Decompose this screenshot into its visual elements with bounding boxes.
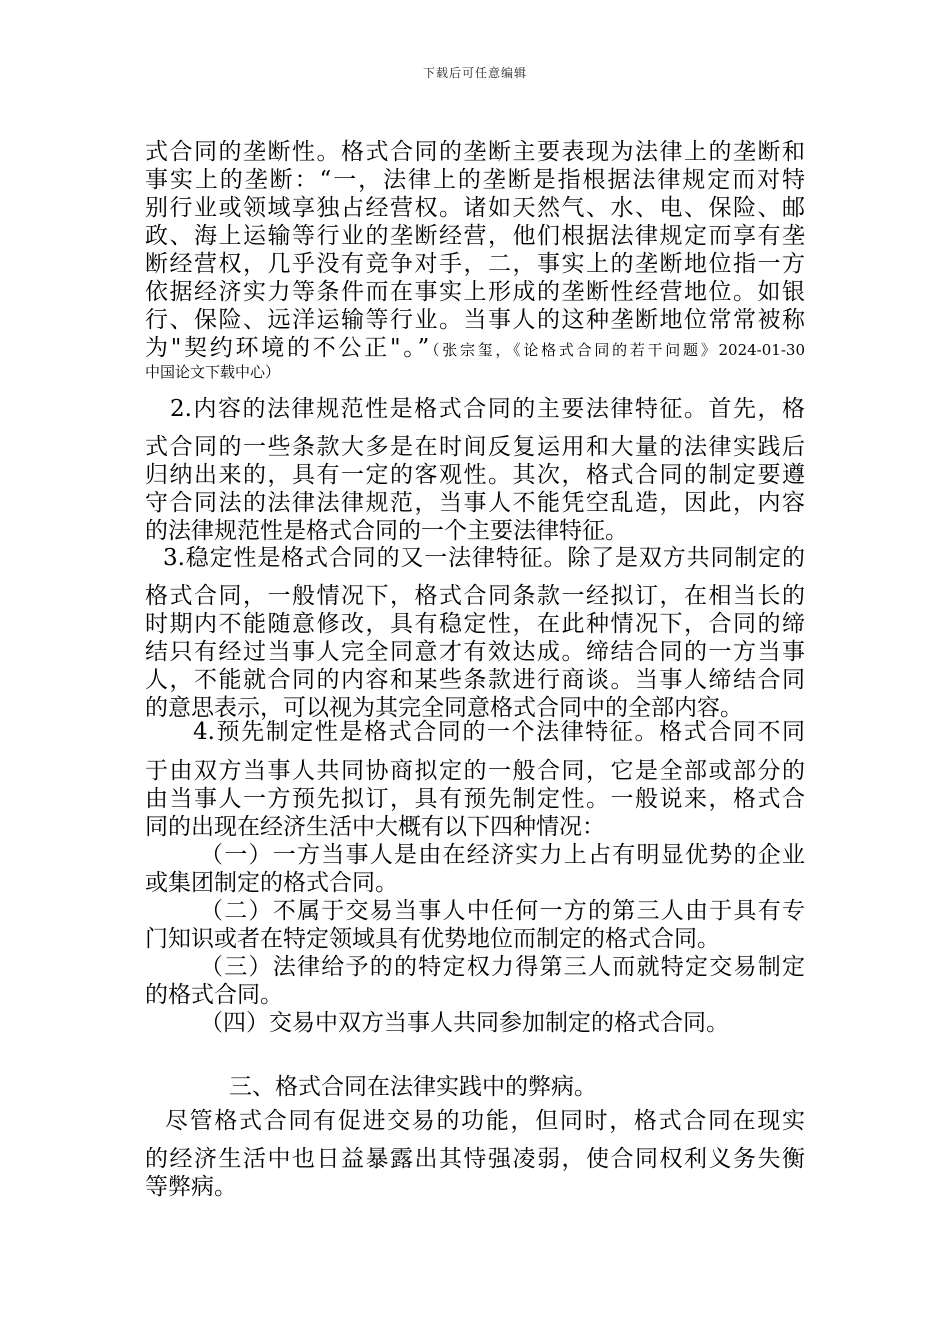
body-line: 同的出现在经济生活中大概有以下四种情况： — [145, 814, 605, 840]
body-line: 的法律规范性是格式合同的一个主要法律特征。 — [145, 518, 628, 544]
body-line: 格式合同，一般情况下，格式合同条款一经拟订，在相当长的 — [145, 583, 805, 609]
paragraph-first-line: 3.稳定性是格式合同的又一法律特征。除了是双方共同制定的 — [163, 545, 805, 571]
body-line: 的经济生活中也日益暴露出其恃强凌弱，使合同权利义务失衡 — [145, 1146, 805, 1172]
paragraph-first-line: 4.预先制定性是格式合同的一个法律特征。格式合同不同 — [193, 719, 805, 745]
body-line: 的意思表示，可以视为其完全同意格式合同中的全部内容。 — [145, 695, 743, 721]
list-item-continuation: 门知识或者在特定领域具有优势地位而制定的格式合同。 — [145, 926, 720, 952]
body-line: 归纳出来的，具有一定的客观性。其次，格式合同的制定要遵 — [145, 462, 805, 488]
section-heading: 三、格式合同在法律实践中的弊病。 — [229, 1074, 597, 1100]
body-line: 行、保险、远洋运输等行业。当事人的这种垄断地位常常被称 — [145, 307, 805, 333]
body-line: 断经营权，几乎没有竞争对手，二，事实上的垄断地位指一方 — [145, 251, 805, 277]
list-item: （三）法律给予的的特定权力得第三人而就特定交易制定 — [200, 954, 805, 980]
body-line: 等弊病。 — [145, 1174, 237, 1200]
body-line: 依据经济实力等条件而在事实上形成的垄断性经营地位。如银 — [145, 279, 805, 305]
list-item-continuation: 的格式合同。 — [145, 982, 283, 1008]
body-line: 式合同的垄断性。格式合同的垄断主要表现为法律上的垄断和 — [145, 139, 805, 165]
citation-continuation: 中国论文下载中心） — [145, 363, 281, 381]
list-item-continuation: 或集团制定的格式合同。 — [145, 870, 398, 896]
citation-text: （张宗玺，《论格式合同的若干问题》2024-01-30 — [429, 341, 805, 359]
body-line: 守合同法的法律法律规范，当事人不能凭空乱造，因此，内容 — [145, 490, 805, 516]
list-item: （四）交易中双方当事人共同参加制定的格式合同。 — [200, 1010, 729, 1036]
body-line: 别行业或领域享独占经营权。诸如天然气、水、电、保险、邮 — [145, 195, 805, 221]
page-header: 下载后可任意编辑 — [422, 66, 527, 80]
body-line: 政、海上运输等行业的垄断经营，他们根据法律规定而享有垄 — [145, 223, 805, 249]
body-line: 事实上的垄断：“一，法律上的垄断是指根据法律规定而对特 — [145, 167, 805, 193]
list-item: （二）不属于交易当事人中任何一方的第三人由于具有专 — [200, 898, 805, 924]
quote-end-text: 为"契约环境的不公正"。” — [145, 335, 430, 361]
body-line: 人，不能就合同的内容和某些条款进行商谈。当事人缔结合同 — [145, 667, 805, 693]
body-line: 结只有经过当事人完全同意才有效达成。缔结合同的一方当事 — [145, 639, 805, 665]
body-line: 时期内不能随意修改，具有稳定性，在此种情况下，合同的缔 — [145, 611, 805, 637]
list-item: （一）一方当事人是由在经济实力上占有明显优势的企业 — [200, 842, 805, 868]
paragraph-first-line: 尽管格式合同有促进交易的功能，但同时，格式合同在现实 — [165, 1108, 805, 1134]
body-line: 由当事人一方预先拟订，具有预先制定性。一般说来，格式合 — [145, 786, 805, 812]
paragraph-first-line: 2.内容的法律规范性是格式合同的主要法律特征。首先，格 — [170, 396, 805, 422]
body-line: 于由双方当事人共同协商拟定的一般合同，它是全部或部分的 — [145, 758, 805, 784]
body-line: 式合同的一些条款大多是在时间反复运用和大量的法律实践后 — [145, 434, 805, 460]
quote-end-line — [145, 334, 805, 364]
